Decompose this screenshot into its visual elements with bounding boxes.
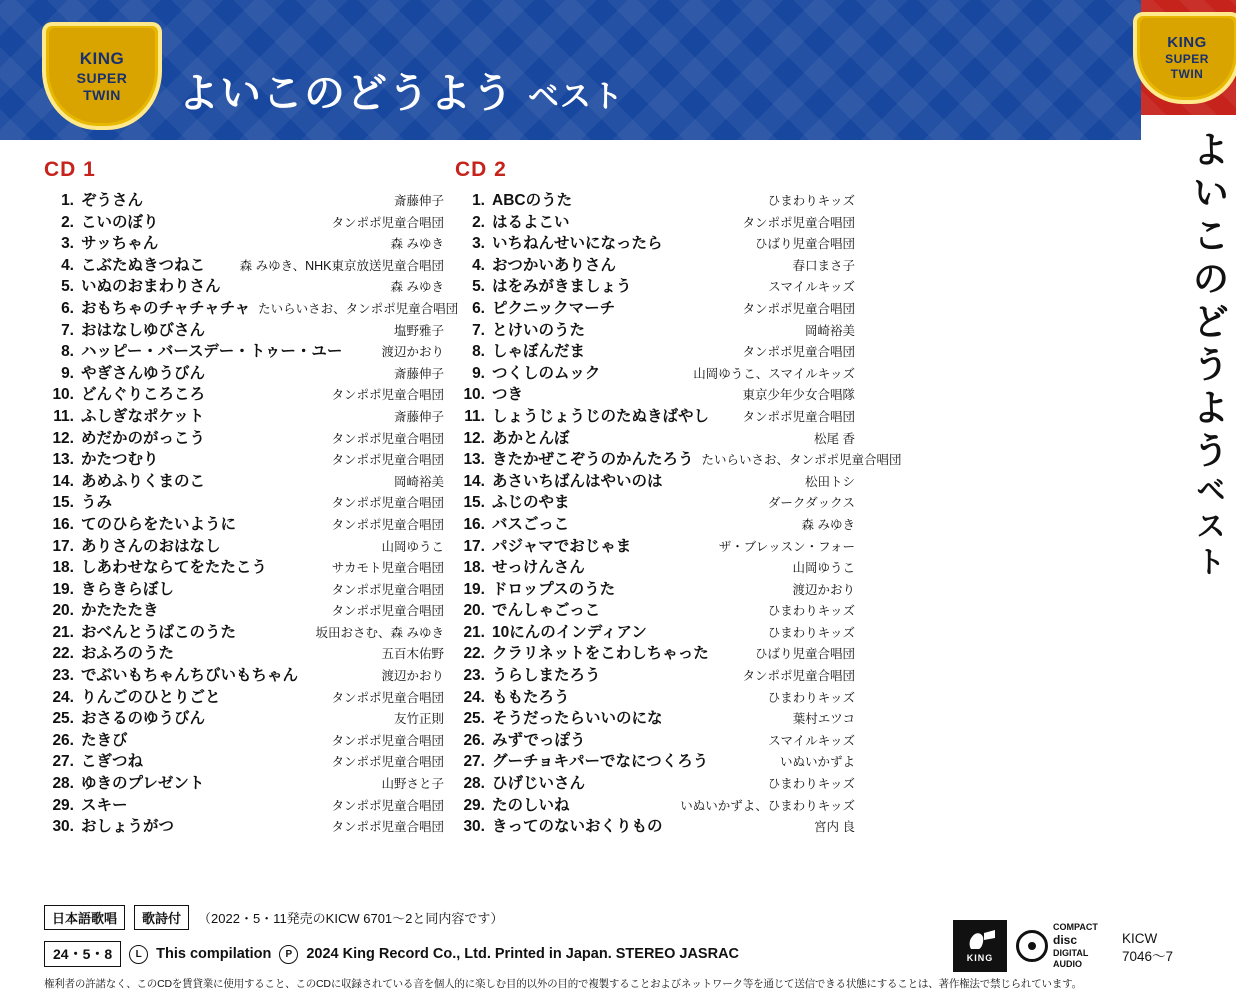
- track-artist: ひまわりキッズ: [767, 604, 855, 619]
- track-row: [455, 361, 855, 383]
- track-title: きってのないおくりもの: [492, 818, 663, 836]
- track-title: みずでっぽう: [492, 731, 586, 749]
- track-row: [44, 296, 459, 318]
- spine-logo-line-super: SUPER: [1165, 52, 1209, 66]
- king-super-twin-logo: [42, 22, 162, 130]
- track-title: でぶいもちゃんちびいもちゃん: [81, 667, 299, 685]
- track-row: [455, 793, 855, 815]
- p-mark-icon: P: [279, 945, 298, 964]
- track-number: 11.: [464, 407, 485, 425]
- track-number: 16.: [52, 515, 74, 533]
- compact-disc-logo: [1016, 920, 1102, 972]
- l-mark-icon: L: [129, 945, 148, 964]
- track-row: [455, 426, 855, 448]
- track-row: [455, 685, 855, 707]
- track-artist: たいらいさお、タンポポ児童合唱団: [701, 453, 902, 468]
- logo-line-twin: TWIN: [83, 86, 121, 103]
- track-row: [44, 555, 444, 577]
- track-number: 16.: [463, 515, 485, 533]
- track-number: 28.: [52, 775, 74, 793]
- track-number: 21.: [463, 623, 485, 641]
- track-title: おさるのゆうびん: [81, 710, 206, 728]
- cd-logo-digital-audio: DIGITAL AUDIO: [1053, 947, 1089, 970]
- track-title: あさいちばんはやいのは: [492, 472, 663, 490]
- track-number: 1.: [472, 192, 485, 209]
- track-title: あめふりくまのこ: [81, 472, 206, 490]
- track-artist: タンポポ児童合唱団: [331, 690, 444, 705]
- track-number: 20.: [463, 602, 485, 620]
- track-artist: たいらいさお、タンポポ児童合唱団: [258, 301, 459, 316]
- track-title: うみ: [81, 494, 113, 512]
- track-row: [455, 771, 855, 793]
- track-title: グーチョキパーでなにつくろう: [492, 753, 709, 771]
- track-number: 19.: [52, 580, 74, 598]
- track-row: [455, 231, 855, 253]
- spine-top-band: [1141, 0, 1236, 115]
- track-number: 15.: [52, 494, 74, 512]
- date-code: 24・5・8: [44, 941, 121, 967]
- track-number: 11.: [53, 407, 74, 425]
- track-artist: タンポポ児童合唱団: [331, 496, 444, 511]
- track-title: サッちゃん: [81, 235, 159, 253]
- track-title: いぬのおまわりさん: [81, 278, 221, 296]
- track-number: 23.: [52, 667, 74, 685]
- track-row: [455, 534, 855, 556]
- track-row: [455, 814, 855, 836]
- track-row: [44, 512, 444, 534]
- track-title: やぎさんゆうびん: [81, 364, 206, 382]
- track-row: [44, 447, 444, 469]
- track-title: おもちゃのチャチャチャ: [81, 299, 251, 317]
- track-number: 29.: [463, 796, 485, 814]
- track-number: 28.: [463, 775, 485, 793]
- track-title: 10にんのインディアン: [492, 623, 647, 641]
- track-row: [455, 469, 855, 491]
- track-number: 17.: [52, 537, 74, 555]
- track-artist: タンポポ児童合唱団: [742, 409, 855, 424]
- track-artist: 渡辺かおり: [381, 345, 444, 360]
- spine: [1141, 0, 1236, 1000]
- header-band: [0, 0, 1141, 140]
- track-artist: 山野さと子: [381, 777, 444, 792]
- track-title: ひげじいさん: [492, 775, 586, 793]
- track-number: 15.: [463, 494, 485, 512]
- track-row: [455, 382, 855, 404]
- track-number: 9.: [472, 364, 485, 382]
- track-number: 27.: [463, 753, 485, 771]
- track-title: ももたろう: [492, 688, 570, 706]
- track-title: おべんとうばこのうた: [81, 623, 237, 641]
- track-artist: サカモト児童合唱団: [331, 561, 444, 576]
- track-row: [44, 663, 444, 685]
- track-artist: いぬいかずよ: [779, 755, 855, 770]
- track-artist: 斎藤伸子: [393, 409, 444, 424]
- track-artist: タンポポ児童合唱団: [742, 345, 855, 360]
- track-artist: タンポポ児童合唱団: [331, 604, 444, 619]
- track-title: ハッピー・バースデー・トゥー・ユー: [81, 343, 343, 361]
- track-artist: タンポポ児童合唱団: [331, 215, 444, 230]
- footer-reissue-note: （2022・5・11発売のKICW 6701〜2と同内容です）: [198, 911, 504, 926]
- disc-1-label: CD 1: [44, 158, 96, 181]
- track-artist: タンポポ児童合唱団: [331, 453, 444, 468]
- track-number: 5.: [472, 278, 485, 296]
- catalog-number: [1122, 930, 1173, 966]
- track-number: 24.: [52, 688, 74, 706]
- track-artist: いぬいかずよ、ひまわりキッズ: [680, 798, 855, 813]
- king-records-logo: [953, 920, 1007, 972]
- logo-line-super: SUPER: [76, 69, 128, 86]
- track-row: [455, 663, 855, 685]
- track-artist: ザ・ブレッスン・フォー: [718, 539, 855, 554]
- title-sub: ベスト: [528, 79, 624, 114]
- track-title: つき: [492, 386, 524, 404]
- disc-1-column: [44, 158, 459, 836]
- track-artist: 葉村エツコ: [792, 712, 855, 727]
- track-artist: スマイルキッズ: [768, 280, 855, 295]
- track-number: 1.: [61, 192, 74, 209]
- track-number: 25.: [463, 710, 485, 728]
- track-number: 10.: [52, 386, 74, 404]
- track-row: [455, 404, 855, 426]
- track-row: [44, 771, 444, 793]
- track-row: [44, 814, 444, 836]
- spine-title: [1146, 130, 1226, 582]
- track-title: でんしゃごっこ: [492, 602, 601, 620]
- track-row: [44, 728, 444, 750]
- track-row: [455, 296, 855, 318]
- track-artist: 渡辺かおり: [792, 582, 855, 597]
- track-row: [44, 793, 444, 815]
- track-artist: 森 みゆき: [801, 517, 855, 532]
- footer: [44, 905, 1104, 991]
- track-title: しゃぼんだま: [492, 343, 586, 361]
- track-artist: タンポポ児童合唱団: [331, 517, 444, 532]
- title-main: よいこのどうよう: [178, 70, 514, 116]
- track-number: 18.: [52, 559, 74, 577]
- track-number: 5.: [61, 278, 74, 296]
- track-title: ありさんのおはなし: [81, 537, 221, 555]
- track-artist: タンポポ児童合唱団: [742, 301, 855, 316]
- track-row: [455, 555, 855, 577]
- track-title: はをみがきましょう: [492, 278, 632, 296]
- disc-icon: [1016, 930, 1048, 962]
- badge-japanese-vocal: 日本語歌唱: [44, 905, 125, 930]
- track-row: [44, 382, 444, 404]
- track-title: おはなしゆびさん: [81, 321, 206, 339]
- track-number: 25.: [52, 710, 74, 728]
- track-number: 19.: [463, 580, 485, 598]
- track-title: つくしのムック: [492, 364, 601, 382]
- track-title: しょうじょうじのたぬきばやし: [492, 407, 710, 425]
- track-row: [44, 274, 444, 296]
- track-number: 24.: [463, 688, 485, 706]
- track-number: 6.: [61, 299, 74, 317]
- track-row: [44, 210, 444, 232]
- track-title: きらきらぼし: [81, 580, 175, 598]
- track-title: こぶたぬきつねこ: [81, 256, 206, 274]
- legal-notice: 権利者の許諾なく、このCDを賃貸業に使用すること、このCDに収録されている音を個人的に楽しむ目的以外の目的で複製することおよびネットワーク等を通じて送信できる状態にすることは、著作権法で禁じられています。: [44, 978, 1082, 990]
- track-row: [44, 361, 444, 383]
- track-number: 9.: [61, 364, 74, 382]
- track-artist: 松尾 香: [814, 431, 855, 446]
- track-title: おふろのうた: [81, 645, 175, 663]
- track-row: [44, 339, 444, 361]
- track-row: [455, 706, 855, 728]
- track-artist: ひばり児童合唱団: [754, 647, 855, 662]
- track-artist: タンポポ児童合唱団: [331, 820, 444, 835]
- track-number: 29.: [52, 796, 74, 814]
- track-artist: 岡崎裕美: [393, 474, 444, 489]
- track-title: てのひらをたいように: [81, 515, 237, 533]
- track-artist: タンポポ児童合唱団: [331, 733, 444, 748]
- track-row: [455, 339, 855, 361]
- track-row: [44, 534, 444, 556]
- track-title: パジャマでおじゃま: [492, 537, 632, 555]
- track-artist: 山岡ゆうこ: [792, 561, 855, 576]
- track-artist: 山岡ゆうこ: [381, 539, 444, 554]
- track-number: 7.: [472, 321, 485, 339]
- track-number: 30.: [52, 818, 74, 836]
- track-artist: ダークダックス: [767, 496, 855, 511]
- track-row: [44, 620, 444, 642]
- track-title: ドロップスのうた: [492, 580, 616, 598]
- track-number: 18.: [463, 559, 485, 577]
- track-number: 14.: [463, 472, 485, 490]
- track-row: [455, 210, 855, 232]
- track-row: [455, 447, 902, 469]
- track-artist: 森 みゆき: [390, 280, 444, 295]
- track-row: [44, 318, 444, 340]
- track-row: [455, 274, 855, 296]
- cd-logo-compact: COMPACT: [1053, 921, 1098, 932]
- track-title: せっけんさん: [492, 559, 585, 577]
- catalog-prefix: KICW: [1122, 931, 1158, 946]
- track-row: [455, 188, 855, 210]
- track-row: [44, 598, 444, 620]
- track-artist: タンポポ児童合唱団: [331, 388, 444, 403]
- track-row: [44, 641, 444, 663]
- spine-logo-line-king: KING: [1167, 34, 1207, 51]
- track-title: いちねんせいになったら: [492, 235, 663, 253]
- track-title: うらしまたろう: [492, 667, 601, 685]
- track-row: [44, 188, 444, 210]
- track-artist: ひまわりキッズ: [767, 194, 855, 208]
- cd-logo-disc: disc: [1053, 932, 1078, 947]
- track-number: 3.: [61, 235, 74, 253]
- track-number: 30.: [463, 818, 485, 836]
- spine-logo-line-twin: TWIN: [1170, 67, 1204, 81]
- track-number: 27.: [52, 753, 74, 771]
- track-number: 2.: [472, 213, 485, 231]
- copyright-text: 2024 King Record Co., Ltd. Printed in Japan. STEREO JASRAC: [306, 946, 740, 962]
- track-number: 26.: [52, 731, 74, 749]
- track-row: [44, 404, 444, 426]
- track-title: おつかいありさん: [492, 256, 616, 274]
- track-number: 2.: [61, 213, 74, 231]
- track-row: [455, 641, 855, 663]
- track-number: 17.: [463, 537, 485, 555]
- track-number: 8.: [61, 343, 74, 361]
- track-artist: 坂田おさむ、森 みゆき: [315, 625, 444, 640]
- track-title: こぎつね: [81, 753, 144, 771]
- track-artist: ひまわりキッズ: [767, 777, 855, 792]
- track-artist: 松田トシ: [804, 474, 855, 489]
- badge-lyrics-included: 歌詩付: [134, 905, 189, 930]
- track-row: [44, 426, 444, 448]
- track-number: 8.: [472, 343, 485, 361]
- track-artist: タンポポ児童合唱団: [331, 431, 444, 446]
- track-number: 4.: [61, 256, 74, 274]
- track-artist: ひばり児童合唱団: [754, 237, 855, 252]
- track-title: かたたたき: [81, 602, 159, 620]
- track-row: [44, 685, 444, 707]
- track-number: 6.: [472, 299, 485, 317]
- track-title: ABCのうた: [492, 192, 573, 209]
- track-number: 13.: [52, 451, 74, 469]
- dog-gramophone-icon: [962, 929, 998, 953]
- track-title: めだかのがっこう: [81, 429, 206, 447]
- track-artist: 春口まさ子: [792, 258, 855, 273]
- track-artist: タンポポ児童合唱団: [742, 669, 855, 684]
- track-artist: 五百木佑野: [381, 647, 444, 662]
- track-artist: タンポポ児童合唱団: [331, 582, 444, 597]
- track-row: [455, 620, 855, 642]
- track-title: おしょうがつ: [81, 818, 175, 836]
- track-row: [455, 318, 855, 340]
- track-row: [455, 253, 855, 275]
- track-number: 21.: [52, 623, 74, 641]
- track-artist: タンポポ児童合唱団: [742, 215, 855, 230]
- cd-logo-text: [1053, 922, 1102, 971]
- track-title: りんごのひとりごと: [81, 688, 221, 706]
- track-title: ふしぎなポケット: [81, 407, 205, 425]
- king-logo-text: KING: [966, 953, 994, 963]
- track-artist: 森 みゆき、NHK東京放送児童合唱団: [239, 258, 444, 273]
- track-title: クラリネットをこわしちゃった: [492, 645, 709, 663]
- track-title: スキー: [81, 796, 128, 814]
- track-title: たきび: [81, 731, 128, 749]
- track-number: 13.: [463, 451, 485, 469]
- track-row: [455, 728, 855, 750]
- track-number: 22.: [463, 645, 485, 663]
- track-title: ふじのやま: [492, 494, 570, 512]
- track-artist: 東京少年少女合唱隊: [742, 388, 855, 403]
- track-title: バスごっこ: [492, 515, 570, 533]
- track-title: たのしいね: [492, 796, 570, 814]
- track-number: 7.: [61, 321, 74, 339]
- track-artist: 渡辺かおり: [381, 669, 444, 684]
- track-artist: ひまわりキッズ: [767, 625, 855, 640]
- track-title: はるよこい: [492, 213, 570, 231]
- track-row: [455, 577, 855, 599]
- track-row: [44, 577, 444, 599]
- track-artist: 塩野雅子: [393, 323, 444, 338]
- track-number: 4.: [472, 256, 485, 274]
- track-title: どんぐりころころ: [81, 386, 206, 404]
- logo-line-king: KING: [79, 48, 125, 68]
- track-title: とけいのうた: [492, 321, 586, 339]
- track-number: 12.: [463, 429, 485, 447]
- disc-2-column: [455, 158, 902, 836]
- track-title: そうだったらいいのにな: [492, 710, 663, 728]
- track-artist: 斎藤伸子: [393, 194, 444, 208]
- track-row: [44, 706, 444, 728]
- track-title: あかとんぼ: [492, 429, 570, 447]
- track-artist: スマイルキッズ: [768, 733, 855, 748]
- track-title: ピクニックマーチ: [492, 299, 616, 317]
- track-row: [44, 253, 444, 275]
- track-artist: 岡崎裕美: [804, 323, 855, 338]
- track-row: [44, 749, 444, 771]
- track-artist: タンポポ児童合唱団: [331, 798, 444, 813]
- track-number: 23.: [463, 667, 485, 685]
- track-row: [44, 490, 444, 512]
- spine-title-sub: ベスト: [1191, 474, 1224, 582]
- track-artist: 森 みゆき: [390, 237, 444, 252]
- track-artist: 山岡ゆうこ、スマイルキッズ: [693, 366, 855, 381]
- track-artist: 斎藤伸子: [393, 366, 444, 381]
- track-row: [44, 231, 444, 253]
- track-artist: タンポポ児童合唱団: [331, 755, 444, 770]
- track-title: ゆきのプレゼント: [81, 775, 205, 793]
- track-number: 3.: [472, 235, 485, 253]
- track-number: 10.: [463, 386, 485, 404]
- spine-king-super-twin-logo: [1133, 12, 1236, 104]
- track-row: [44, 469, 444, 491]
- track-number: 20.: [52, 602, 74, 620]
- footer-badges-row: [44, 905, 1104, 930]
- track-artist: 宮内 良: [814, 820, 855, 835]
- footer-copyright-row: [44, 941, 1104, 967]
- track-title: しあわせならてをたたこう: [81, 559, 267, 577]
- disc-2-tracklist: [455, 188, 902, 836]
- disc-1-tracklist: [44, 188, 459, 836]
- track-number: 14.: [52, 472, 74, 490]
- track-number: 26.: [463, 731, 485, 749]
- page-title: [178, 60, 624, 119]
- catalog-numbers: 7046〜7: [1122, 949, 1174, 965]
- track-title: きたかぜこぞうのかんたろう: [492, 451, 694, 469]
- track-title: こいのぼり: [81, 213, 159, 231]
- track-row: [455, 598, 855, 620]
- spine-title-main: よいこのどうよう: [1187, 130, 1228, 474]
- track-row: [455, 512, 855, 534]
- track-title: ぞうさん: [81, 192, 144, 209]
- track-number: 22.: [52, 645, 74, 663]
- disc-2-label: CD 2: [455, 158, 507, 181]
- track-row: [455, 749, 855, 771]
- track-title: かたつむり: [81, 451, 159, 469]
- track-number: 12.: [52, 429, 74, 447]
- track-artist: ひまわりキッズ: [767, 690, 855, 705]
- track-row: [455, 490, 855, 512]
- compilation-text: This compilation: [156, 946, 272, 962]
- track-artist: 友竹正則: [393, 712, 444, 727]
